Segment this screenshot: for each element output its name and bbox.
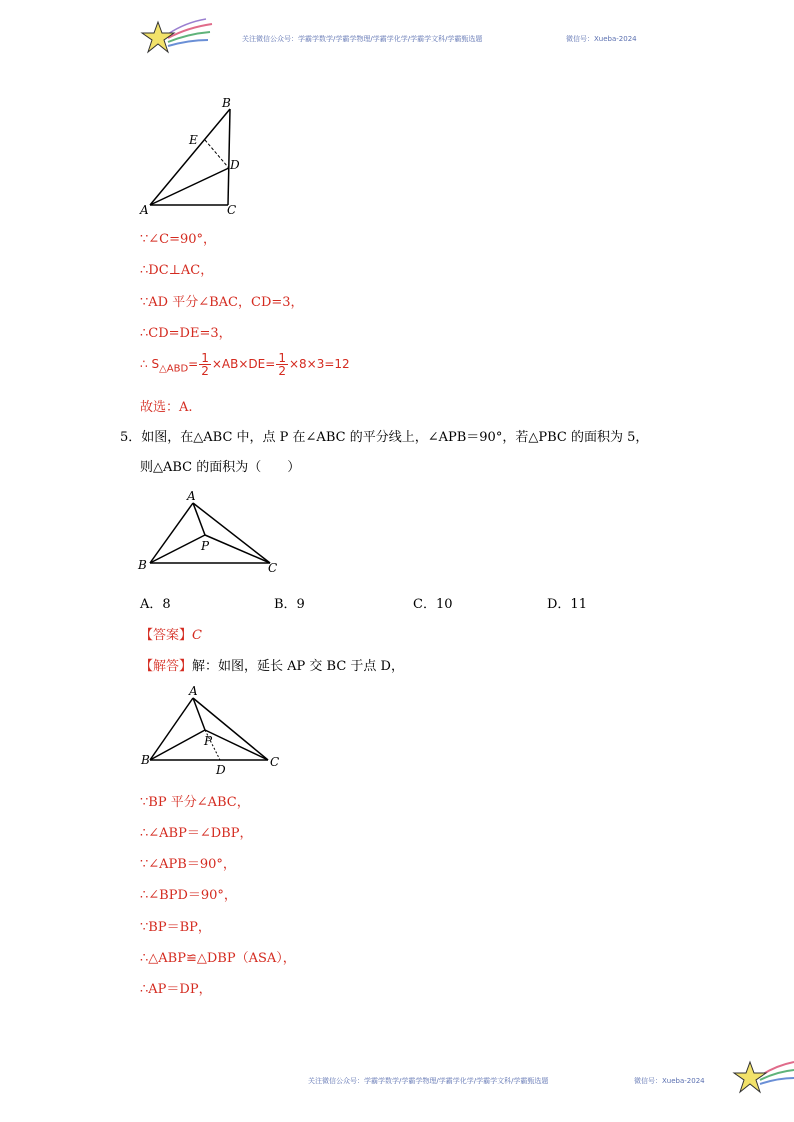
solution5-intro-line [140,655,404,674]
solution4-line3: ∵AD 平分∠BAC，CD=3， [140,295,304,310]
solution5-step-4: ∴∠BPD＝90°， [140,888,237,903]
q5-label-p: P [201,539,210,553]
solution5-step-6: ∴△ABP≌△DBP（ASA）， [140,951,296,966]
q5s-label-b: B [141,753,150,767]
label-d: D [230,158,240,172]
solution5-step-2: ∴∠ABP＝∠DBP， [140,826,253,841]
q5-label-c: C [268,561,278,575]
answer5-line [140,624,202,643]
footer-wechat-id: 微信号：Xueba-2024 [634,1077,705,1085]
figure-triangle-abc-q4 [138,95,258,225]
question5-stem-line2: 则△ABC 的面积为（ ） [140,460,301,475]
label-e: E [189,133,198,147]
solution4-line4: ∴CD=DE=3， [140,326,232,341]
figure-triangle-abc-d-q5 [140,690,285,770]
fraction-half: $\frac{1}{2}$ [201,351,209,378]
solution5-step-7: ∴AP＝DP， [140,982,212,997]
solution4-choice: 故选：A. [140,400,193,415]
q5s-label-c: C [270,755,280,769]
solution5-step-1: ∵BP 平分∠ABC， [140,795,250,810]
formula-mid: ×AB×DE= [211,357,276,371]
header-public-account: 关注微信公众号：学霸学数学/学霸学物理/学霸学化学/学霸学文科/学霸甄选题 [242,35,483,43]
formula-sub: △ABD [159,363,189,375]
answer-tag: 【答案】 [140,628,193,643]
solution-tag: 【解答】 [140,659,193,674]
logo-star-icon [138,16,214,58]
q5s-label-a: A [189,684,198,698]
q5-label-b: B [138,558,147,572]
label-c: C [227,203,237,217]
question5-stem-line1: 5．如图，在△ABC 中，点 P 在∠ABC 的平分线上，∠APB＝90°，若△PBC 的面积为 5， [120,430,649,445]
solution4-line2: ∴DC⊥AC， [140,263,214,278]
option-b: B．9 [274,597,305,612]
solution4-line1: ∵∠C=90°， [140,232,217,247]
formula-end: ×8×3=12 [288,357,350,371]
formula-prefix: ∴ S [140,357,160,371]
solution-intro: 解：如图，延长 AP 交 BC 于点 D， [192,659,404,674]
label-a: A [140,203,149,217]
figure-triangle-abc-q5 [140,495,280,570]
header-wechat-id: 微信号：Xueba-2024 [566,35,637,43]
label-b: B [222,96,231,110]
option-d: D．11 [547,597,587,612]
footer-logo-star-icon [732,1056,794,1096]
solution5-step-3: ∵∠APB＝90°， [140,857,236,872]
fraction-half-2: $\frac{1}{2}$ [278,351,286,378]
q5s-label-p: P [204,734,213,748]
solution4-area-formula [140,352,350,377]
answer-value: C [192,628,202,643]
option-a: A．8 [140,597,171,612]
formula-eq: = [188,357,199,371]
solution5-step-5: ∵BP＝BP， [140,920,211,935]
option-c: C．10 [413,597,453,612]
footer-public-account: 关注微信公众号：学霸学数学/学霸学物理/学霸学化学/学霸学文科/学霸甄选题 [308,1077,549,1085]
q5s-label-d: D [216,763,226,777]
q5-label-a: A [187,489,196,503]
